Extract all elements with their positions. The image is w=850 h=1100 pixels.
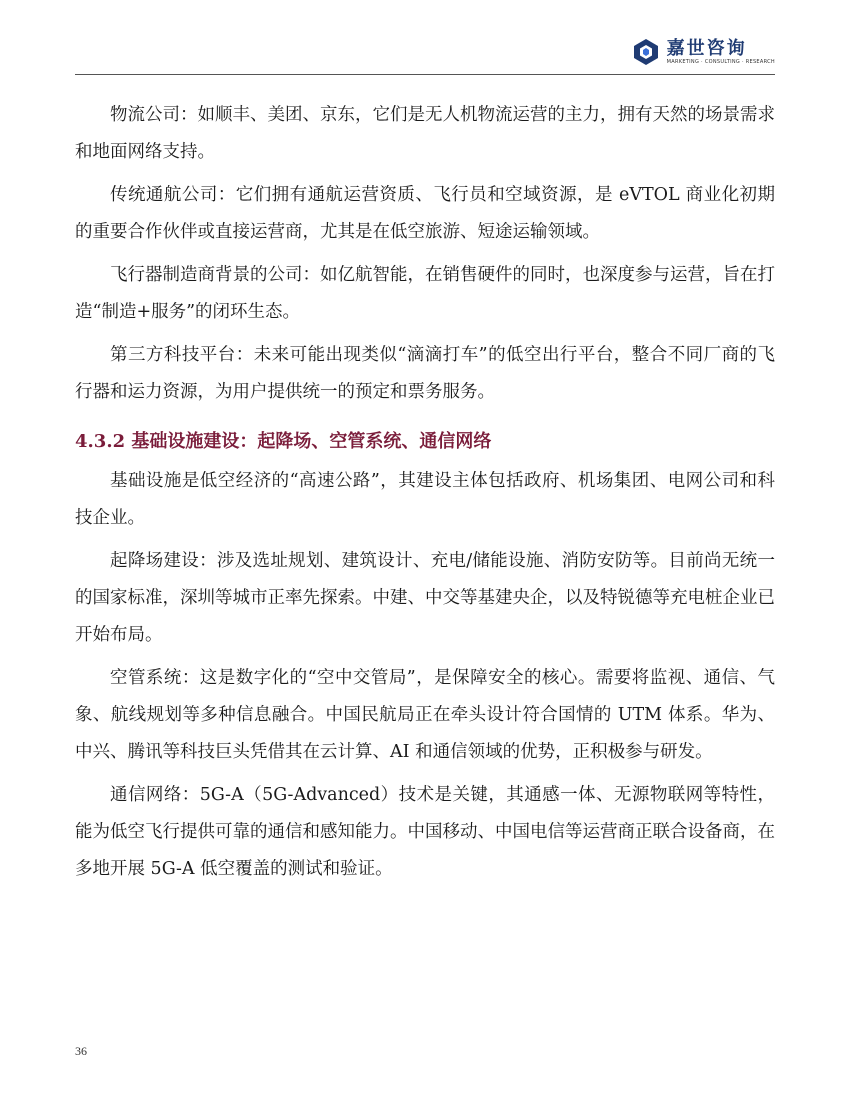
- paragraph-communication: 通信网络：5G-A（5G-Advanced）技术是关键，其通感一体、无源物联网等特性，能为低空飞行提供可靠的通信和感知能力。中国移动、中国电信等运营商正联合设备商，在多地开展 5G-A 低空覆盖的测试和验证。: [75, 785, 775, 879]
- brand-name: 嘉世咨询: [666, 37, 747, 59]
- page-header: [75, 30, 775, 75]
- brand-mark-icon: [631, 37, 661, 67]
- paragraph-aircraft-makers: 飞行器制造商背景的公司：如亿航智能，在销售硬件的同时，也深度参与运营，旨在打造“制造+服务”的闭环生态。: [75, 265, 775, 322]
- section-heading: 4.3.2 基础设施建设：起降场、空管系统、通信网络: [75, 431, 492, 452]
- paragraph-logistics: 物流公司：如顺丰、美团、京东，它们是无人机物流运营的主力，拥有天然的场景需求和地面网络支持。: [75, 105, 775, 162]
- page-body: [75, 97, 775, 894]
- brand-tagline: MARKETING · CONSULTING · RESEARCH: [666, 58, 775, 65]
- paragraph-air-traffic: 空管系统：这是数字化的“空中交管局”，是保障安全的核心。需要将监视、通信、气象、航线规划等多种信息融合。中国民航局正在牵头设计符合国情的 UTM 体系。华为、中兴、腾讯等科技巨头凭借其在云计算、AI 和通信领域的优势，正积极参与研发。: [75, 668, 775, 762]
- paragraph-general-aviation: 传统通航公司：它们拥有通航运营资质、飞行员和空域资源，是 eVTOL 商业化初期的重要合作伙伴或直接运营商，尤其是在低空旅游、短途运输领域。: [75, 185, 775, 242]
- brand-logo: [631, 36, 775, 68]
- paragraph-infrastructure-intro: 基础设施是低空经济的“高速公路”，其建设主体包括政府、机场集团、电网公司和科技企业。: [75, 471, 775, 528]
- paragraph-vertiport: 起降场建设：涉及选址规划、建筑设计、充电/储能设施、消防安防等。目前尚无统一的国家标准，深圳等城市正率先探索。中建、中交等基建央企，以及特锐德等充电桩企业已开始布局。: [75, 551, 775, 645]
- paragraph-third-party-platform: 第三方科技平台：未来可能出现类似“滴滴打车”的低空出行平台，整合不同厂商的飞行器和运力资源，为用户提供统一的预定和票务服务。: [75, 345, 775, 402]
- page-number: 36: [75, 1044, 87, 1058]
